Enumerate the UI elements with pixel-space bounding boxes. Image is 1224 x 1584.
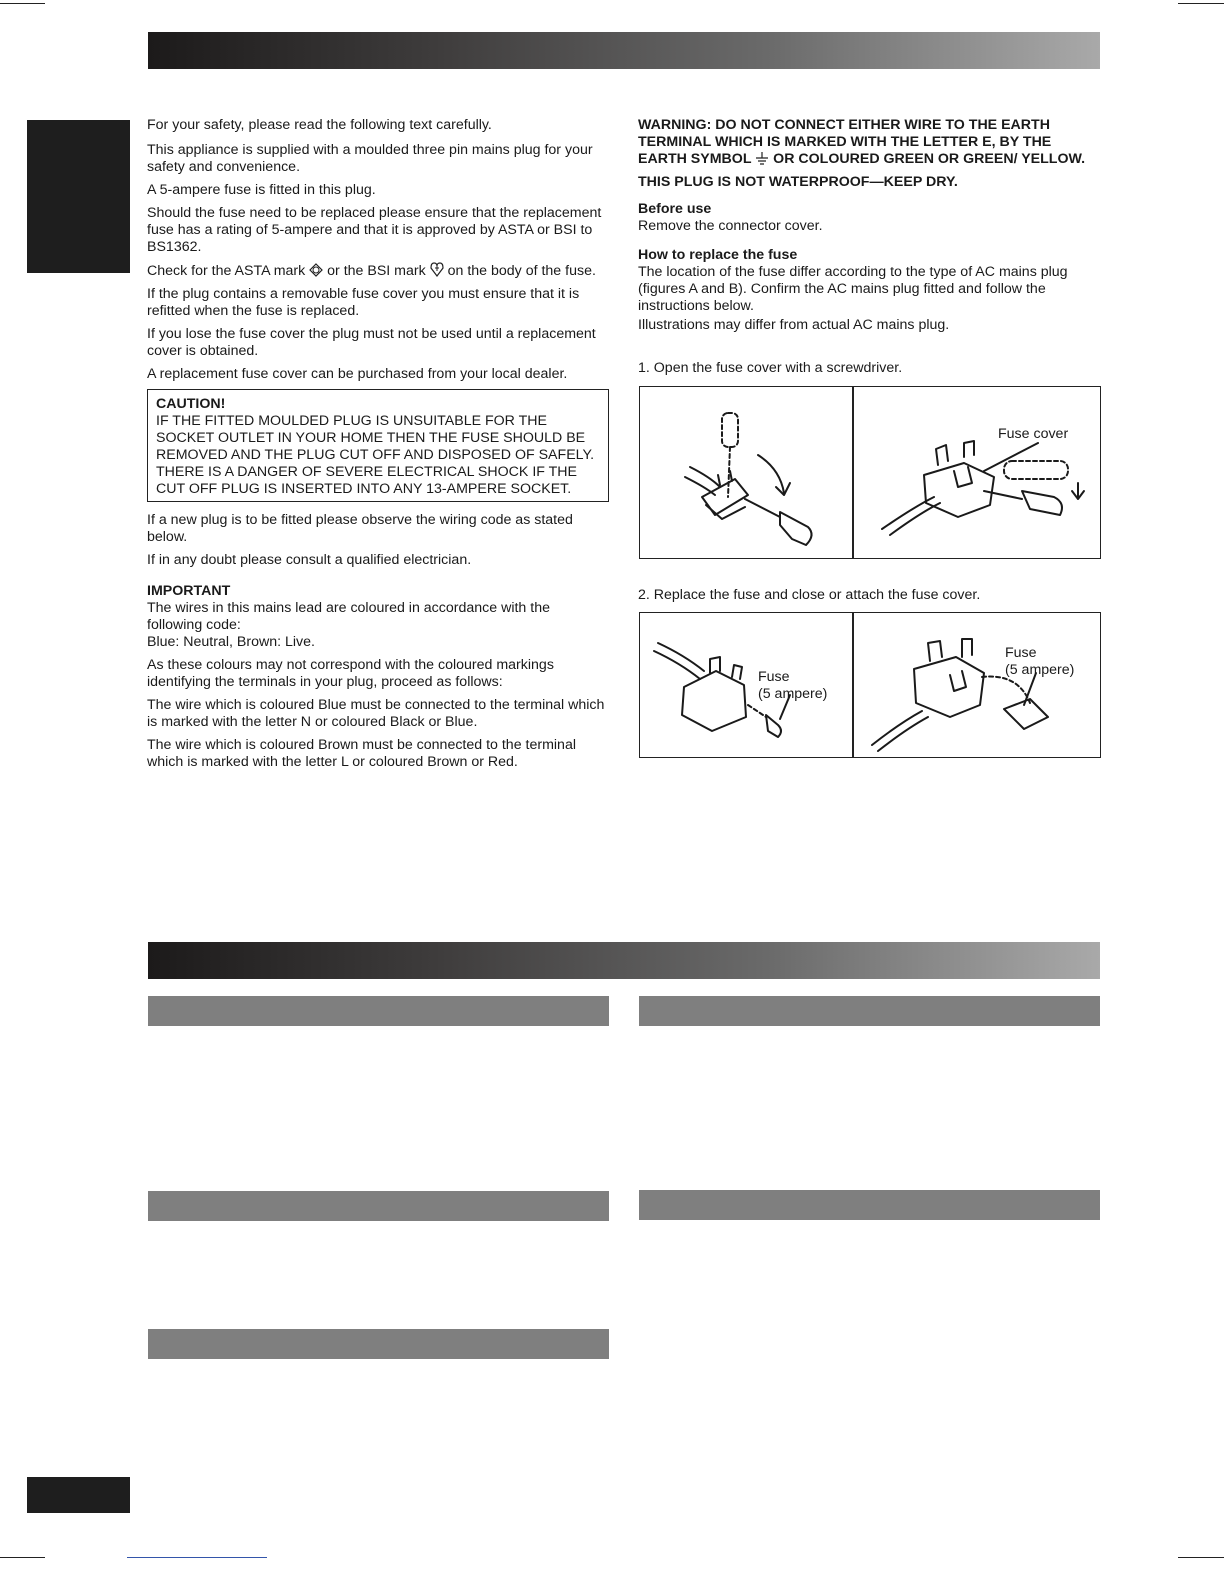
figure-2b-cell (854, 613, 1100, 757)
lower-header-bar (148, 942, 1100, 979)
asta-text: Check for the ASTA mark (147, 263, 306, 279)
earth-symbol-icon (755, 151, 773, 167)
paragraph-brown-wire: The wire which is coloured Brown must be connected to the terminal which is marked with the letter L or coloured Brown or Red. (147, 737, 576, 770)
paragraph-new-plug: If a new plug is to be fitted please observe the wiring code as stated below. (147, 512, 573, 545)
plug-screwdriver-illustration-a (640, 387, 852, 558)
left-text-column (147, 117, 609, 777)
fuse-label-a-line2: (5 ampere) (758, 686, 828, 702)
before-use-title: Before use (638, 201, 712, 217)
figure-replace-fuse (639, 612, 1101, 758)
caution-title: CAUTION! (156, 396, 226, 412)
fuse-label-b-line2: (5 ampere) (1005, 662, 1075, 678)
paragraph-replacement-cover: A replacement fuse cover can be purchased from your local dealer. (147, 366, 568, 382)
warning-text-b: OR COLOURED GREEN OR GREEN/ YELLOW. (773, 151, 1086, 167)
bsi-text: or the BSI mark (327, 263, 426, 279)
fuse-label-b-line1: Fuse (1005, 645, 1037, 661)
crop-mark-top-left (0, 3, 45, 4)
paragraph-consult-electrician: If in any doubt please consult a qualified electrician. (147, 552, 472, 568)
caution-text-2: THERE IS A DANGER OF SEVERE ELECTRICAL SHOCK IF THE CUT OFF PLUG IS INSERTED INTO ANY 13-AMPERE SOCKET. (156, 464, 577, 497)
step-1-text: 1. Open the fuse cover with a screwdriver. (638, 360, 903, 376)
paragraph-moulded-plug: This appliance is supplied with a moulded three pin mains plug for your safety and convenience. (147, 142, 593, 175)
important-text-2: Blue: Neutral, Brown: Live. (147, 634, 315, 650)
section-bar-right-2 (639, 1190, 1100, 1220)
caution-box (147, 389, 609, 502)
top-header-bar (148, 32, 1100, 69)
side-tab-top (27, 120, 130, 273)
important-text-1: The wires in this mains lead are coloured in accordance with the following code: (147, 600, 550, 633)
caution-text-1: IF THE FITTED MOULDED PLUG IS UNSUITABLE FOR THE SOCKET OUTLET IN YOUR HOME THEN THE FUSE SHOULD BE REMOVED AND THE PLUG CUT OFF AND DISPOSED OF SAFELY. (156, 413, 595, 463)
fuse-label-a-line1: Fuse (758, 669, 790, 685)
section-bar-left-3 (148, 1329, 609, 1359)
illustrations-note: Illustrations may differ from actual AC mains plug. (638, 317, 950, 333)
right-text-column (638, 117, 1100, 340)
paragraph-colours-note: As these colours may not correspond with the coloured markings identifying the terminals in your plug, proceed as follows: (147, 657, 554, 690)
plug-fuse-illustration-b (854, 613, 1100, 757)
section-bar-left-2 (148, 1191, 609, 1221)
asta-mark-icon (309, 263, 327, 279)
replace-fuse-title: How to replace the fuse (638, 247, 798, 263)
crop-mark-top-right (1178, 3, 1224, 4)
figure-1a-cell (640, 387, 852, 558)
important-title: IMPORTANT (147, 583, 231, 599)
paragraph-fuse-rating: A 5-ampere fuse is fitted in this plug. (147, 182, 376, 198)
crop-mark-bottom-left (0, 1557, 45, 1558)
crop-mark-bottom-right (1178, 1557, 1224, 1558)
warning-earth (638, 117, 1100, 168)
before-use-text: Remove the connector cover. (638, 218, 823, 234)
figure-open-fuse-cover (639, 386, 1101, 559)
step-2-text: 2. Replace the fuse and close or attach the fuse cover. (638, 587, 981, 603)
side-tab-bottom (27, 1477, 130, 1513)
paragraph-fuse-cover-refit: If the plug contains a removable fuse cover you must ensure that it is refitted when the fuse is replaced. (147, 286, 580, 319)
waterproof-warning: THIS PLUG IS NOT WATERPROOF—KEEP DRY. (638, 174, 958, 190)
figure-2a-cell (640, 613, 852, 757)
warning-text-a: WARNING: DO NOT CONNECT EITHER WIRE TO THE EARTH TERMINAL WHICH IS MARKED WITH THE LETTER E, BY THE EARTH SYMBOL (638, 117, 1052, 167)
fuse-body-text: on the body of the fuse. (447, 263, 596, 279)
section-bar-left-1 (148, 996, 609, 1026)
bsi-kitemark-icon (430, 263, 448, 279)
fuse-cover-label: Fuse cover (998, 426, 1069, 442)
plug-screwdriver-illustration-b (854, 387, 1100, 558)
replace-fuse-text: The location of the fuse differ according to the type of AC mains plug (figures A and B). Confirm the AC mains plug fitted and follow the instructions below. (638, 264, 1068, 314)
footer-rule (127, 1557, 267, 1558)
section-bar-right-1 (639, 996, 1100, 1026)
figure-1b-cell (854, 387, 1100, 558)
paragraph-blue-wire: The wire which is coloured Blue must be connected to the terminal which is marked with the letter N or coloured Black or Blue. (147, 697, 605, 730)
intro-text: For your safety, please read the following text carefully. (147, 117, 492, 133)
paragraph-asta-bsi (147, 262, 609, 280)
paragraph-replacement-fuse: Should the fuse need to be replaced please ensure that the replacement fuse has a rating of 5-ampere and that it is approved by ASTA or BSI to BS1362. (147, 205, 602, 255)
paragraph-lost-cover: If you lose the fuse cover the plug must not be used until a replacement cover is obtained. (147, 326, 596, 359)
plug-fuse-illustration-a (640, 613, 852, 757)
